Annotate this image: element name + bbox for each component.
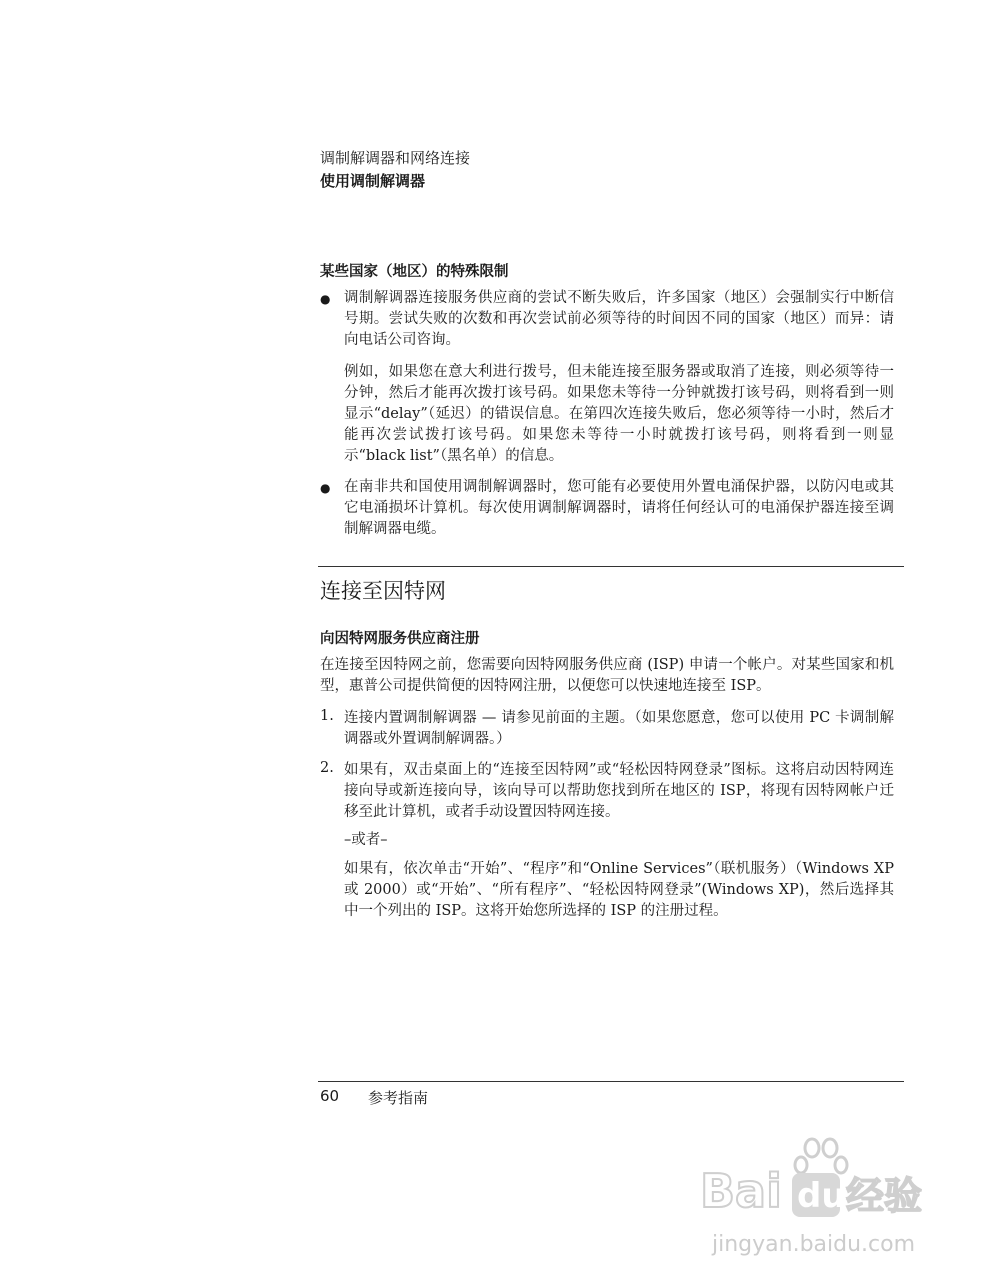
intro-paragraph: 在连接至因特网之前，您需要向因特网服务供应商 (ISP) 申请一个帐户。对某些国家和机型，惠普公司提供简便的因特网注册，以便您可以快速地连接至 ISP。 (320, 657, 894, 694)
internet-section-title: 连接至因特网 (320, 579, 446, 603)
svg-text:经验: 经验 (846, 1174, 923, 1218)
footer-divider (318, 1081, 904, 1082)
svg-text:Bai: Bai (700, 1164, 782, 1218)
bullet1-paragraph: 调制解调器连接服务供应商的尝试不断失败后，许多国家（地区）会强制实行中断信号期。尝试失败的次数和再次尝试前必须等待的时间因不同的国家（地区）而异：请向电话公司咨询。 (344, 290, 894, 348)
baidu-watermark-logo (700, 1135, 950, 1245)
section-divider (318, 566, 904, 567)
footer-label: 参考指南 (368, 1089, 429, 1107)
step-number: 1. (320, 708, 334, 724)
step2-text: 如果有，双击桌面上的“连接至因特网”或“轻松因特网登录”图标。这将启动因特网连接向导或新连接向导，该向导可以帮助您找到所在地区的 ISP，将现有因特网帐户迁移至此计算机，或者手动设置因特网连接。 (344, 762, 894, 820)
isp-registration-heading: 向因特网服务供应商注册 (320, 631, 480, 647)
step1-text: 连接内置调制解调器 — 请参见前面的主题。（如果您愿意，您可以使用 PC 卡调制解调器或外置调制解调器。） (344, 710, 894, 747)
bullet1-example-paragraph: 例如，如果您在意大利进行拨号，但未能连接至服务器或取消了连接，则必须等待一分钟，然后才能再次拨打该号码。如果您未等待一分钟就拨打该号码，则将看到一则显示“delay”（延迟）的错误信息。在第四次连接失败后，您必须等待一小时，然后才能再次尝试拨打该号码。如果您未等待一小时就拨打该号码，则将看到一则显示“black list”（黑名单）的信息。 (344, 364, 894, 464)
or-separator: –或者– (344, 832, 388, 848)
watermark-url: jingyan.baidu.com (712, 1232, 916, 1257)
bullet2-paragraph: 在南非共和国使用调制解调器时，您可能有必要使用外置电涌保护器，以防闪电或其它电涌损坏计算机。每次使用调制解调器时，请将任何经认可的电涌保护器连接至调制解调器电缆。 (344, 479, 894, 537)
step2-alternative-text: 如果有，依次单击“开始”、“程序”和“Online Services”（联机服务）（Windows XP 或 2000）或“开始”、“所有程序”、“轻松因特网登录”(Windows XP)，然后选择其中一个列出的 ISP。这将开始您所选择的 ISP 的注册过程。 (344, 861, 894, 919)
bullet-icon: ● (320, 292, 331, 306)
svg-text:du: du (797, 1176, 846, 1216)
bullet-icon: ● (320, 481, 331, 495)
page-number: 60 (320, 1087, 340, 1105)
baidu-paw-icon (700, 1135, 950, 1245)
chapter-title: 调制解调器和网络连接 (320, 149, 471, 167)
section-title: 使用调制解调器 (320, 172, 426, 190)
step-number: 2. (320, 760, 334, 776)
restrictions-heading: 某些国家（地区）的特殊限制 (320, 264, 509, 280)
